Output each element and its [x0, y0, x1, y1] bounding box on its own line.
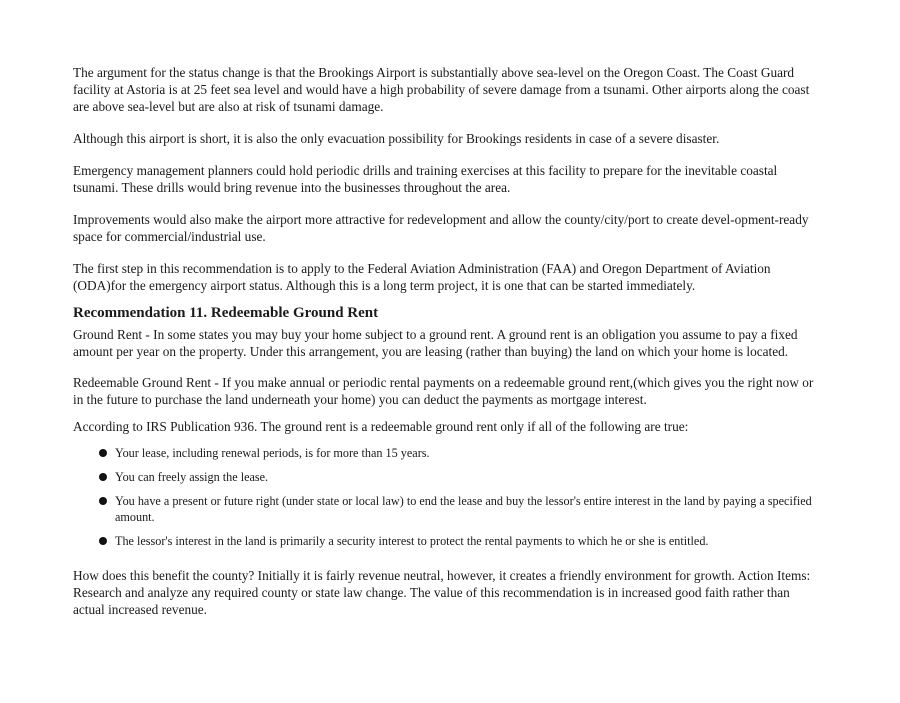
bullet-icon [99, 473, 107, 481]
paragraph-status-change: The argument for the status change is that the Brookings Airport is substantially above sea-level on the Oregon Coast. The Coast Guard facility at Astoria is at 25 feet sea level and would have a high probability of severe damage from a tsunami. Other airports along the coast are above sea-level but are also at risk of tsunami damage. [73, 65, 810, 114]
bullet-icon [99, 537, 107, 545]
list-item [73, 445, 818, 461]
paragraph-ground-rent: Ground Rent - In some states you may buy your home subject to a ground rent. A ground rent is an obligation you assume to pay a fixed amount per year on the property. Under this arrangement, you are leasing (rather than buying) the land on which your home is located. [73, 327, 798, 359]
bullet-icon [99, 497, 107, 505]
paragraph-emergency-drills: Emergency management planners could hold periodic drills and training exercises at this facility to prepare for the inevitable coastal tsunami. These drills would bring revenue into the businesses throughout the area. [73, 163, 778, 195]
paragraph-evacuation: Although this airport is short, it is also the only evacuation possibility for Brookings residents in case of a severe disaster. [73, 131, 720, 146]
list-item-text: The lessor's interest in the land is primarily a security interest to protect the rental payments to which he or she is entitled. [115, 534, 709, 548]
paragraph-improvements: Improvements would also make the airport more attractive for redevelopment and allow the county/city/port to create devel-opment-ready space for commercial/industrial use. [73, 212, 809, 244]
paragraph-closing: How does this benefit the county? Initially it is fairly revenue neutral, however, it creates a friendly environment for growth. Action Items: Research and analyze any required county or state law change. The value of this recommendation is in increased good faith rather than actual increased revenue. [73, 568, 811, 617]
document-page [73, 64, 818, 618]
conditions-list [73, 445, 818, 549]
section-heading: Recommendation 11. Redeemable Ground Rent [73, 305, 379, 321]
paragraph-first-step: The first step in this recommendation is to apply to the Federal Aviation Administration (FAA) and Oregon Department of Aviation (ODA)for the emergency airport status. Although this is a long term project, it is one that can be started immediately. [73, 261, 771, 293]
list-item [73, 493, 818, 525]
list-item [73, 533, 818, 549]
bullet-icon [99, 449, 107, 457]
paragraph-redeemable-ground-rent: Redeemable Ground Rent - If you make annual or periodic rental payments on a redeemable ground rent,(which gives you the right now or in the future to purchase the land underneath your home) you can deduct the payments as mortgage interest. [73, 375, 814, 407]
list-item [73, 469, 818, 485]
list-item-text: You have a present or future right (under state or local law) to end the lease and buy the lessor's entire interest in the land by paying a specified amount. [115, 494, 812, 524]
list-item-text: Your lease, including renewal periods, is for more than 15 years. [115, 446, 430, 460]
paragraph-irs-publication: According to IRS Publication 936. The ground rent is a redeemable ground rent only if all of the following are true: [73, 419, 689, 434]
list-item-text: You can freely assign the lease. [115, 470, 269, 484]
